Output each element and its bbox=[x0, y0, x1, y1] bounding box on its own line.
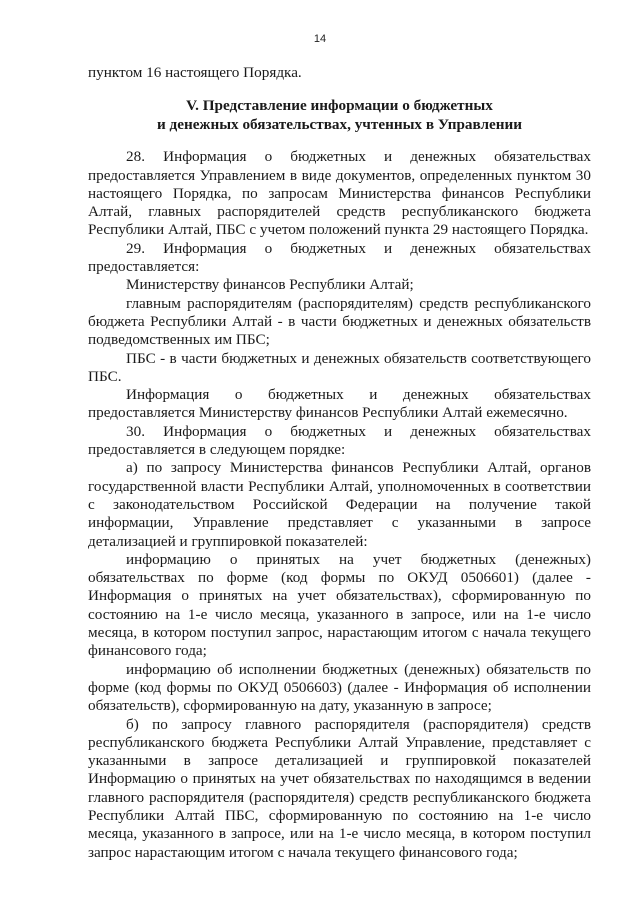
paragraph-29-item-pbs: ПБС - в части бюджетных и денежных обязательств соответствующего ПБС. bbox=[88, 349, 591, 385]
paragraph-29-monthly: Информация о бюджетных и денежных обязательствах предоставляется Министерству финансов Республики Алтай ежемесячно. bbox=[88, 386, 591, 422]
page-number: 14 bbox=[313, 33, 327, 45]
paragraph-30: 30. Информация о бюджетных и денежных обязательствах предоставляется в следующем порядке: bbox=[88, 422, 591, 459]
paragraph-28: 28. Информация о бюджетных и денежных обязательствах предоставляется Управлением в виде документов, определенных пунктом 30 настоящего Порядка, по запросам Министерства финансов Республики Алтай, главных распорядителей средств республиканского бюджета Республики Алтай, ПБС с учетом положений пункта 29 настоящего Порядка. bbox=[88, 148, 591, 239]
section-heading-line-2: и денежных обязательствах, учтенных в Управлении bbox=[156, 116, 523, 134]
document-body bbox=[88, 64, 591, 862]
paragraph-30-a-accepted: информацию о принятых на учет бюджетных (денежных) обязательствах по форме (код формы по ОКУД 0506601) (далее - Информация о принятых на учет обязательствах), сформированную по состоянию на 1-е число месяца, указанного в запросе, или на 1-е число месяца, в котором поступил запрос, нарастающим итогом с начала текущего финансового года; bbox=[88, 550, 591, 660]
paragraph-29: 29. Информация о бюджетных и денежных обязательствах предоставляется: bbox=[88, 239, 591, 276]
section-heading bbox=[88, 96, 591, 134]
lead-line: пунктом 16 настоящего Порядка. bbox=[88, 64, 302, 81]
paragraph-30-a: а) по запросу Министерства финансов Республики Алтай, органов государственной власти Республики Алтай, уполномоченных в соответствии с законодательством Российской Федерации на получение такой информации, Управление представляет с указанными в запросе детализацией и группировкой показателей: bbox=[88, 459, 591, 550]
paragraph-30-a-execution: информацию об исполнении бюджетных (денежных) обязательств по форме (код формы по ОКУД 0506603) (далее - Информация об исполнении обязательств), сформированную на дату, указанную в запросе; bbox=[88, 660, 591, 715]
section-heading-line-1: V. Представление информации о бюджетных bbox=[186, 97, 493, 115]
paragraph-30-b: б) по запросу главного распорядителя (распорядителя) средств республиканского бюджета Республики Алтай Управление, представляет с указанными в запросе детализацией и группировкой показателей Информацию о принятых на учет обязательствах по находящимся в ведении главного распорядителя (распорядителя) средств республиканского бюджета Республики Алтай ПБС, сформированную по состоянию на 1-е число месяца, указанного в запросе, или на 1-е число месяца, в котором поступил запрос нарастающим итогом с начала текущего финансового года; bbox=[88, 715, 591, 861]
paragraph-29-item-minfin: Министерству финансов Республики Алтай; bbox=[126, 276, 414, 294]
paragraph-29-item-grbs: главным распорядителям (распорядителям) средств республиканского бюджета Республики Алтай - в части бюджетных и денежных обязательств подведомственных им ПБС; bbox=[88, 294, 591, 349]
